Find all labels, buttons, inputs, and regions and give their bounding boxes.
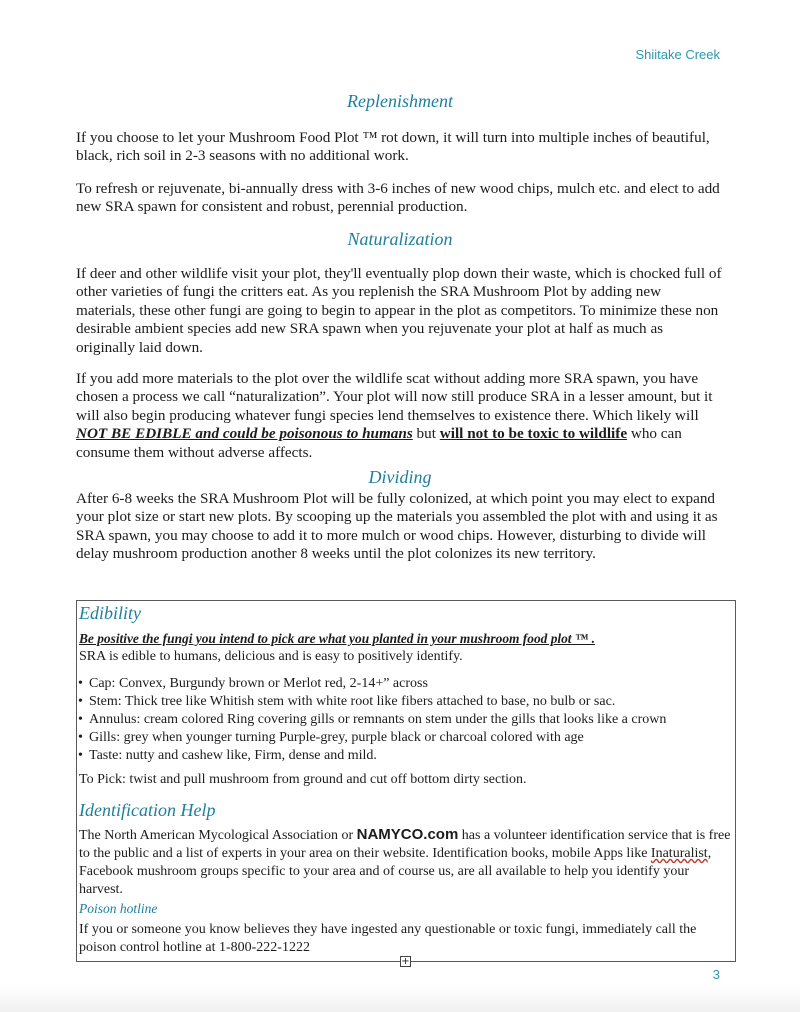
naturalization-paragraph-1: If deer and other wildlife visit your plot, they'll eventually plop down their waste, which is chocked full of other varieties of fungi the critters eat. As you replenish the SRA Mushroom Plot by adding new materials, these other fungi are going to begin to appear in the plot as competitors. To minimize these non desirable ambient species add new SRA spawn when you rejuvenate your plot at half as much as originally laid down. (76, 265, 722, 356)
move-handle-icon[interactable]: + (401, 956, 410, 967)
edibility-intro: SRA is edible to humans, delicious and is easy to positively identify. (79, 649, 463, 664)
naturalization-text-mid: but (412, 425, 440, 443)
header-brand: Shiitake Creek (635, 47, 720, 62)
wildlife-toxicity-note: will not to be toxic to wildlife (439, 425, 628, 443)
list-item: • Stem: Thick tree like Whitish stem with white root like fibers attached to base, no bulb or sac. (77, 693, 737, 711)
identification-text-mid: has a volunteer identification service that is free to the public and a list of experts in your area on their website. Identification books, mobile Apps like (79, 828, 731, 861)
heading-naturalization: Naturalization (347, 229, 453, 249)
replenishment-paragraph-2: To refresh or rejuvenate, bi-annually dress with 3-6 inches of new wood chips, mulch etc. and elect to add new SRA spawn for consistent and robust, perennial production. (76, 180, 720, 216)
namyco-link[interactable]: NAMYCO.com (356, 826, 459, 843)
identification-paragraph (79, 826, 731, 899)
page-bottom-shade (0, 986, 800, 1012)
not-edible-warning: NOT BE EDIBLE and could be poisonous to humans (76, 425, 413, 443)
naturalization-text-start: If you add more materials to the plot over the wildlife scat without adding more SRA spawn, you have chosen a process we call “naturalization”. Your plot will now still produce SRA in a lesser amount, but it will also begin producing whatever fungi species lend themselves to existence there. Which likely will (76, 370, 713, 424)
list-item: • Annulus: cream colored Ring covering gills or remnants on stem under the gills that looks like a crown (77, 711, 737, 729)
heading-replenishment: Replenishment (347, 91, 453, 111)
heading-dividing: Dividing (368, 467, 432, 487)
naturalization-paragraph-2 (76, 370, 724, 462)
naturalization-text-end: who can consume them without adverse affects. (76, 425, 682, 461)
edibility-traits-list (77, 675, 737, 765)
edibility-warning: Be positive the fungi you intend to pick are what you planted in your mushroom food plot ™ . (79, 631, 595, 646)
list-item: • Gills: grey when younger turning Purple-grey, purple black or charcoal colored with age (77, 729, 737, 747)
to-pick-instructions: To Pick: twist and pull mushroom from ground and cut off bottom dirty section. (79, 772, 527, 787)
edibility-box (76, 600, 736, 962)
page-number: 3 (712, 967, 720, 982)
poison-hotline-text: If you or someone you know believes they have ingested any questionable or toxic fungi, immediately call the poison control hotline at 1-800-222-1222 (79, 922, 697, 955)
heading-poison-hotline: Poison hotline (79, 901, 158, 916)
heading-identification-help: Identification Help (79, 800, 216, 820)
dividing-paragraph: After 6-8 weeks the SRA Mushroom Plot will be fully colonized, at which point you may elect to expand your plot size or start new plots. By scooping up the materials you assembled the plot with and using it as SRA spawn, you may choose to add it to more mulch or wood chips. However, disturbing to divide will delay mushroom production another 8 weeks until the plot colonizes its new territory. (76, 490, 718, 563)
replenishment-paragraph-1: If you choose to let your Mushroom Food Plot ™ rot down, it will turn into multiple inches of beautiful, black, rich soil in 2-3 seasons with no additional work. (76, 129, 710, 165)
inaturalist-name: Inaturalist (650, 846, 708, 861)
identification-text-end: , Facebook mushroom groups specific to your area and of course us, are all available to help you identify your harvest. (79, 846, 712, 897)
heading-edibility: Edibility (79, 603, 141, 623)
list-item: • Taste: nutty and cashew like, Firm, dense and mild. (77, 747, 737, 765)
identification-text-start: The North American Mycological Association or (79, 828, 357, 843)
list-item: • Cap: Convex, Burgundy brown or Merlot red, 2-14+” across (77, 675, 737, 693)
